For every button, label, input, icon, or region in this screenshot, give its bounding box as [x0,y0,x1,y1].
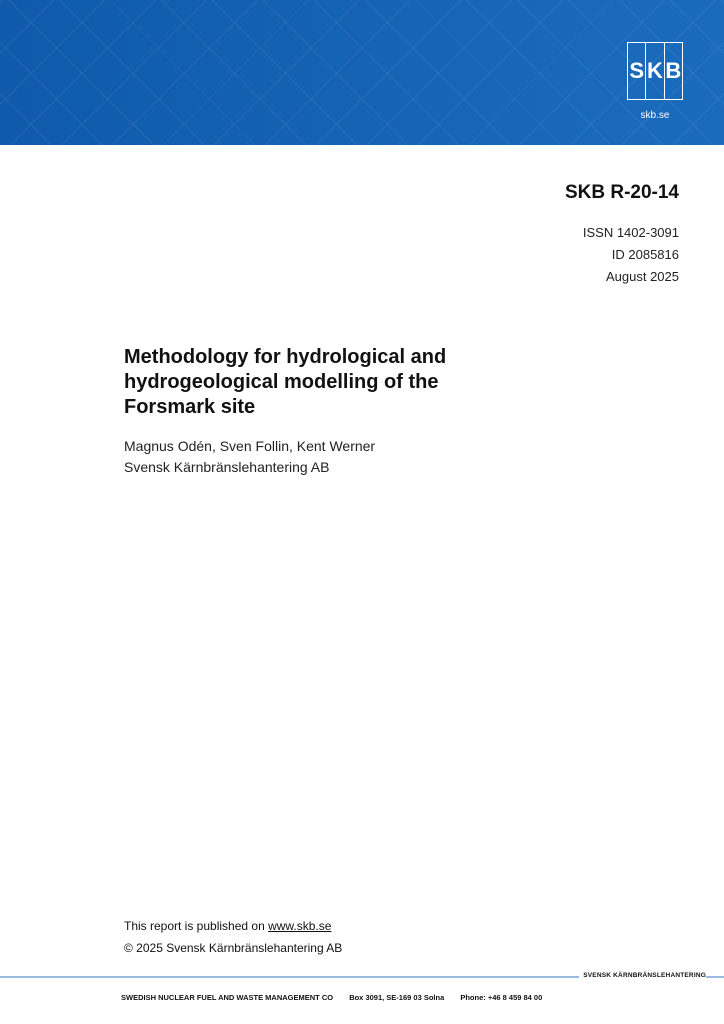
document-title [124,345,524,420]
author-block [124,436,375,478]
footer-brand: SVENSK KÄRNBRÄNSLEHANTERING [579,972,706,979]
authors: Magnus Odén, Sven Follin, Kent Werner [124,438,376,454]
title-line: Methodology for hydrological and [124,346,447,368]
logo-letter-k: K [646,43,664,99]
skb-website-link[interactable]: www.skb.se [268,919,332,933]
report-number: SKB R-20-14 [564,182,679,203]
title-line: hydrogeological modelling of the [124,371,439,393]
header-banner [0,0,724,145]
copyright: © 2025 Svensk Kärnbränslehantering AB [124,941,343,955]
skb-logo [627,42,683,100]
title-line: Forsmark site [124,396,256,418]
organization: Svensk Kärnbränslehantering AB [124,459,330,475]
publication-prefix: This report is published on [124,919,269,933]
report-meta [583,222,679,288]
footer-company: SWEDISH NUCLEAR FUEL AND WASTE MANAGEMENT CO [121,993,334,1002]
footer-address: Box 3091, SE-169 03 Solna [349,993,445,1002]
footer-phone: Phone: +46 8 459 84 00 [460,993,543,1002]
report-date: August 2025 [605,269,679,284]
logo-site-text: skb.se [640,110,670,121]
logo-letter-b: B [665,58,682,83]
footer-contact [121,993,556,1002]
report-id: ID 2085816 [611,247,679,262]
logo-letter-s: S [628,43,646,99]
publication-note [124,919,331,933]
issn: ISSN 1402-3091 [582,225,679,240]
